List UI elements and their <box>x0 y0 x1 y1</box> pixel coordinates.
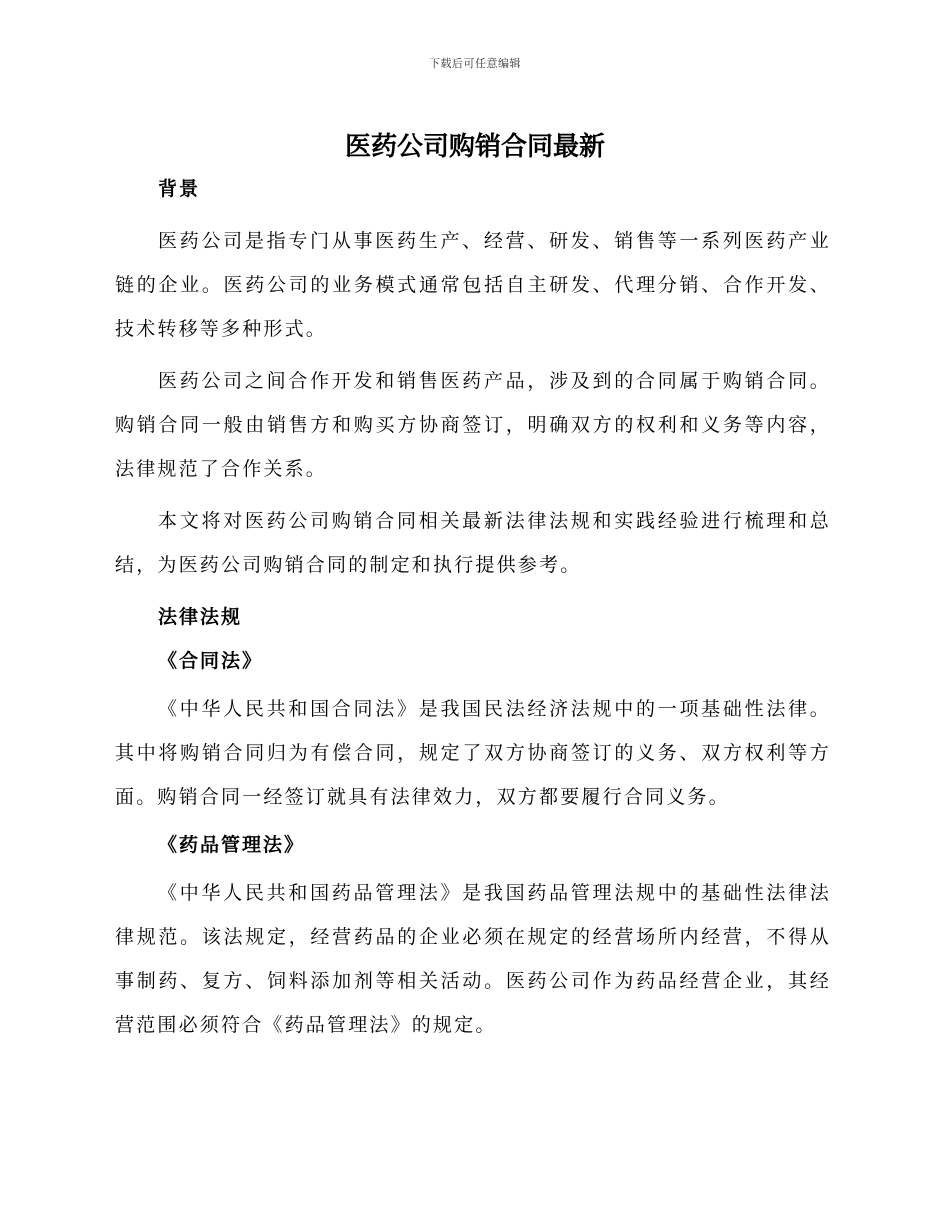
paragraph-contract-law: 《中华人民共和国合同法》是我国民法经济法规中的一项基础性法律。其中将购销合同归为有偿合同，规定了双方协商签订的义务、双方权利等方面。购销合同一经签订就具有法律效力，双方都要履行合同义务。 <box>115 698 831 808</box>
document-body <box>115 171 831 1047</box>
section-heading-laws: 法律法规 <box>158 606 243 628</box>
paragraph-drug-law: 《中华人民共和国药品管理法》是我国药品管理法规中的基础性法律法律规范。该法规定，经营药品的企业必须在规定的经营场所内经营，不得从事制药、复方、饲料添加剂等相关活动。医药公司作为药品经营企业，其经营范围必须符合《药品管理法》的规定。 <box>115 882 831 1036</box>
section-heading-background: 背景 <box>158 178 201 200</box>
page-header-note: 下载后可任意编辑 <box>429 57 521 70</box>
paragraph-background-3: 本文将对医药公司购销合同相关最新法律法规和实践经验进行梳理和总结，为医药公司购销合同的制定和执行提供参考。 <box>115 510 831 576</box>
document-title: 医药公司购销合同最新 <box>344 132 605 162</box>
paragraph-background-1: 医药公司是指专门从事医药生产、经营、研发、销售等一系列医药产业链的企业。医药公司的业务模式通常包括自主研发、代理分销、合作开发、技术转移等多种形式。 <box>115 230 831 340</box>
paragraph-background-2: 医药公司之间合作开发和销售医药产品，涉及到的合同属于购销合同。购销合同一般由销售方和购买方协商签订，明确双方的权利和义务等内容，法律规范了合作关系。 <box>115 370 831 480</box>
subsection-heading-drug-law: 《药品管理法》 <box>158 834 306 856</box>
subsection-heading-contract-law: 《合同法》 <box>158 650 264 672</box>
